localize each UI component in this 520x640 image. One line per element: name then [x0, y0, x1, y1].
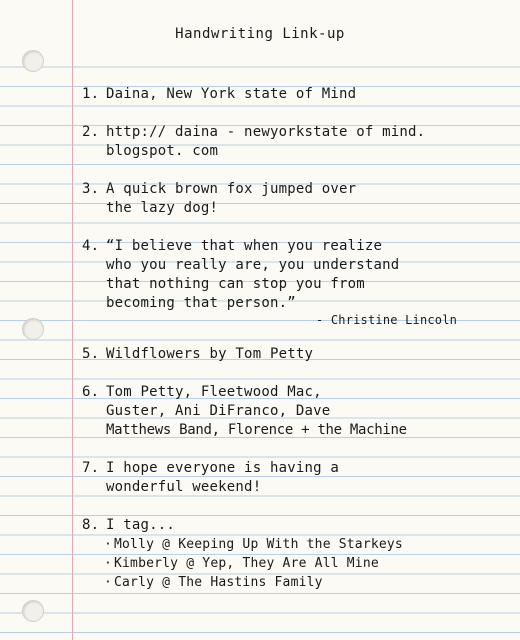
- item-number: 8.: [82, 517, 100, 533]
- item-number: 3.: [82, 181, 100, 197]
- item-number: 6.: [82, 384, 100, 400]
- bullet-icon: ·: [104, 556, 113, 571]
- item-line: I tag...: [106, 517, 176, 533]
- item-number: 1.: [82, 86, 100, 102]
- item-3: [82, 181, 356, 197]
- item-line: who you really are, you understand: [106, 257, 400, 273]
- tag-text: Kimberly @ Yep, They Are All Mine: [114, 556, 379, 571]
- margin-line: [72, 0, 73, 640]
- binder-hole: [22, 50, 44, 72]
- quote-attribution: - Christine Lincoln: [316, 313, 458, 327]
- item-line: I hope everyone is having a: [106, 460, 339, 476]
- item-number: 2.: [82, 124, 100, 140]
- item-line: Guster, Ani DiFranco, Dave: [106, 403, 331, 419]
- item-line: wonderful weekend!: [106, 479, 262, 495]
- item-6: [82, 384, 322, 400]
- item-line: “I believe that when you realize: [106, 238, 383, 254]
- item-line: http:// daina - newyorkstate of mind.: [106, 124, 426, 140]
- item-5: [82, 346, 313, 362]
- tag-text: Carly @ The Hastins Family: [114, 575, 323, 590]
- bullet-icon: ·: [104, 575, 113, 590]
- item-line: becoming that person.”: [106, 295, 296, 311]
- item-number: 5.: [82, 346, 100, 362]
- tag-text: Molly @ Keeping Up With the Starkeys: [114, 537, 403, 552]
- tag-item: [104, 537, 403, 552]
- binder-hole: [22, 600, 44, 622]
- item-line: Daina, New York state of Mind: [106, 86, 357, 102]
- item-8: [82, 517, 175, 533]
- item-7: [82, 460, 339, 476]
- item-line: blogspot. com: [106, 143, 219, 159]
- page-title: Handwriting Link-up: [175, 26, 345, 42]
- item-line: Matthews Band, Florence + the Machine: [106, 422, 407, 438]
- item-number: 7.: [82, 460, 100, 476]
- item-line: A quick brown fox jumped over: [106, 181, 357, 197]
- item-4: [82, 238, 382, 254]
- binder-hole: [22, 318, 44, 340]
- item-line: the lazy dog!: [106, 200, 219, 216]
- tag-item: [104, 575, 323, 590]
- item-line: Wildflowers by Tom Petty: [106, 346, 314, 362]
- bullet-icon: ·: [104, 537, 113, 552]
- item-1: [82, 86, 356, 102]
- item-line: that nothing can stop you from: [106, 276, 365, 292]
- item-2: [82, 124, 425, 140]
- tag-item: [104, 556, 379, 571]
- item-line: Tom Petty, Fleetwood Mac,: [106, 384, 322, 400]
- item-number: 4.: [82, 238, 100, 254]
